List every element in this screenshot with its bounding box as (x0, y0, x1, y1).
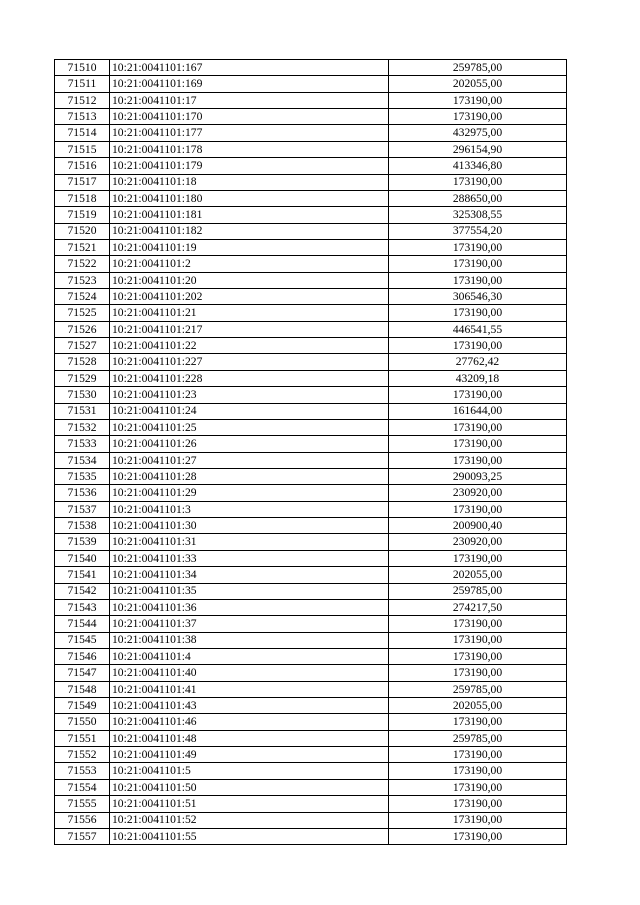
cadastral-value-cell: 173190,00 (389, 714, 567, 730)
table-row (55, 387, 567, 403)
cadastral-value-cell: 200900,40 (389, 518, 567, 534)
cadastral-number-cell: 10:21:0041101:181 (110, 207, 389, 223)
table-row (55, 747, 567, 763)
cadastral-value-cell: 161644,00 (389, 403, 567, 419)
cadastral-number-cell: 10:21:0041101:21 (110, 305, 389, 321)
row-number-cell: 71548 (55, 681, 110, 697)
cadastral-value-cell: 325308,55 (389, 207, 567, 223)
table-row (55, 239, 567, 255)
row-number-cell: 71546 (55, 648, 110, 664)
table-row (55, 207, 567, 223)
cadastral-value-cell: 230920,00 (389, 534, 567, 550)
cadastral-value-cell: 173190,00 (389, 109, 567, 125)
cadastral-number-cell: 10:21:0041101:19 (110, 239, 389, 255)
row-number-cell: 71538 (55, 518, 110, 534)
cadastral-value-cell: 413346,80 (389, 158, 567, 174)
row-number-cell: 71543 (55, 599, 110, 615)
cadastral-value-cell: 274217,50 (389, 599, 567, 615)
cadastral-value-cell: 173190,00 (389, 747, 567, 763)
cadastral-number-cell: 10:21:0041101:41 (110, 681, 389, 697)
cadastral-value-cell: 306546,30 (389, 289, 567, 305)
row-number-cell: 71535 (55, 468, 110, 484)
cadastral-number-cell: 10:21:0041101:48 (110, 730, 389, 746)
table-row (55, 534, 567, 550)
row-number-cell: 71515 (55, 141, 110, 157)
cadastral-value-cell: 173190,00 (389, 272, 567, 288)
row-number-cell: 71524 (55, 289, 110, 305)
table-row (55, 452, 567, 468)
cadastral-value-cell: 202055,00 (389, 698, 567, 714)
cadastral-value-cell: 259785,00 (389, 583, 567, 599)
table-row (55, 763, 567, 779)
table-row (55, 338, 567, 354)
cadastral-value-cell: 173190,00 (389, 779, 567, 795)
row-number-cell: 71523 (55, 272, 110, 288)
table-row (55, 305, 567, 321)
table-row (55, 190, 567, 206)
table-row (55, 174, 567, 190)
cadastral-number-cell: 10:21:0041101:170 (110, 109, 389, 125)
row-number-cell: 71521 (55, 239, 110, 255)
cadastral-number-cell: 10:21:0041101:28 (110, 468, 389, 484)
table-row (55, 616, 567, 632)
table-body (55, 60, 567, 845)
cadastral-number-cell: 10:21:0041101:18 (110, 174, 389, 190)
cadastral-value-cell: 173190,00 (389, 338, 567, 354)
cadastral-value-cell: 202055,00 (389, 567, 567, 583)
cadastral-value-cell: 296154,90 (389, 141, 567, 157)
table-row (55, 698, 567, 714)
cadastral-number-cell: 10:21:0041101:2 (110, 256, 389, 272)
row-number-cell: 71520 (55, 223, 110, 239)
table-row (55, 632, 567, 648)
table-row (55, 141, 567, 157)
table-row (55, 648, 567, 664)
row-number-cell: 71540 (55, 550, 110, 566)
cadastral-number-cell: 10:21:0041101:4 (110, 648, 389, 664)
row-number-cell: 71533 (55, 436, 110, 452)
table-row (55, 730, 567, 746)
cadastral-value-cell: 202055,00 (389, 76, 567, 92)
table-row (55, 419, 567, 435)
cadastral-value-cell: 173190,00 (389, 501, 567, 517)
row-number-cell: 71514 (55, 125, 110, 141)
cadastral-number-cell: 10:21:0041101:51 (110, 796, 389, 812)
cadastral-value-cell: 173190,00 (389, 812, 567, 828)
table-row (55, 681, 567, 697)
cadastral-value-cell: 173190,00 (389, 436, 567, 452)
row-number-cell: 71545 (55, 632, 110, 648)
cadastral-number-cell: 10:21:0041101:227 (110, 354, 389, 370)
cadastral-number-cell: 10:21:0041101:3 (110, 501, 389, 517)
row-number-cell: 71522 (55, 256, 110, 272)
cadastral-value-cell: 446541,55 (389, 321, 567, 337)
row-number-cell: 71525 (55, 305, 110, 321)
row-number-cell: 71516 (55, 158, 110, 174)
row-number-cell: 71512 (55, 92, 110, 108)
cadastral-number-cell: 10:21:0041101:34 (110, 567, 389, 583)
row-number-cell: 71534 (55, 452, 110, 468)
cadastral-value-cell: 27762,42 (389, 354, 567, 370)
row-number-cell: 71551 (55, 730, 110, 746)
row-number-cell: 71539 (55, 534, 110, 550)
cadastral-value-cell: 173190,00 (389, 239, 567, 255)
row-number-cell: 71511 (55, 76, 110, 92)
table-row (55, 125, 567, 141)
cadastral-number-cell: 10:21:0041101:31 (110, 534, 389, 550)
table-row (55, 550, 567, 566)
cadastral-value-cell: 173190,00 (389, 174, 567, 190)
cadastral-number-cell: 10:21:0041101:36 (110, 599, 389, 615)
table-row (55, 403, 567, 419)
cadastral-value-cell: 173190,00 (389, 387, 567, 403)
table-row (55, 76, 567, 92)
row-number-cell: 71554 (55, 779, 110, 795)
table-row (55, 812, 567, 828)
cadastral-number-cell: 10:21:0041101:49 (110, 747, 389, 763)
cadastral-value-cell: 173190,00 (389, 616, 567, 632)
cadastral-value-cell: 43209,18 (389, 370, 567, 386)
row-number-cell: 71526 (55, 321, 110, 337)
cadastral-value-cell: 230920,00 (389, 485, 567, 501)
table-row (55, 599, 567, 615)
cadastral-number-cell: 10:21:0041101:43 (110, 698, 389, 714)
cadastral-number-cell: 10:21:0041101:169 (110, 76, 389, 92)
cadastral-value-cell: 173190,00 (389, 550, 567, 566)
table-row (55, 109, 567, 125)
table-row (55, 272, 567, 288)
cadastral-number-cell: 10:21:0041101:38 (110, 632, 389, 648)
cadastral-number-cell: 10:21:0041101:178 (110, 141, 389, 157)
row-number-cell: 71529 (55, 370, 110, 386)
cadastral-value-cell: 173190,00 (389, 256, 567, 272)
row-number-cell: 71532 (55, 419, 110, 435)
table-row (55, 468, 567, 484)
cadastral-value-cell: 290093,25 (389, 468, 567, 484)
cadastral-value-cell: 173190,00 (389, 665, 567, 681)
cadastral-number-cell: 10:21:0041101:25 (110, 419, 389, 435)
cadastral-number-cell: 10:21:0041101:46 (110, 714, 389, 730)
table-row (55, 714, 567, 730)
table-row (55, 828, 567, 844)
cadastral-number-cell: 10:21:0041101:52 (110, 812, 389, 828)
cadastral-value-cell: 288650,00 (389, 190, 567, 206)
table-row (55, 436, 567, 452)
cadastral-number-cell: 10:21:0041101:22 (110, 338, 389, 354)
cadastral-number-cell: 10:21:0041101:23 (110, 387, 389, 403)
cadastral-number-cell: 10:21:0041101:17 (110, 92, 389, 108)
row-number-cell: 71544 (55, 616, 110, 632)
cadastral-number-cell: 10:21:0041101:228 (110, 370, 389, 386)
row-number-cell: 71537 (55, 501, 110, 517)
table-row (55, 567, 567, 583)
row-number-cell: 71528 (55, 354, 110, 370)
cadastral-number-cell: 10:21:0041101:50 (110, 779, 389, 795)
cadastral-number-cell: 10:21:0041101:33 (110, 550, 389, 566)
cadastral-number-cell: 10:21:0041101:182 (110, 223, 389, 239)
cadastral-number-cell: 10:21:0041101:55 (110, 828, 389, 844)
cadastral-number-cell: 10:21:0041101:30 (110, 518, 389, 534)
cadastral-number-cell: 10:21:0041101:20 (110, 272, 389, 288)
cadastral-number-cell: 10:21:0041101:177 (110, 125, 389, 141)
table-row (55, 665, 567, 681)
row-number-cell: 71527 (55, 338, 110, 354)
cadastral-value-cell: 259785,00 (389, 60, 567, 76)
table-row (55, 321, 567, 337)
cadastral-number-cell: 10:21:0041101:26 (110, 436, 389, 452)
cadastral-value-cell: 173190,00 (389, 796, 567, 812)
row-number-cell: 71530 (55, 387, 110, 403)
table-row (55, 354, 567, 370)
table-row (55, 289, 567, 305)
cadastral-value-cell: 173190,00 (389, 648, 567, 664)
row-number-cell: 71517 (55, 174, 110, 190)
row-number-cell: 71510 (55, 60, 110, 76)
cadastral-value-cell: 173190,00 (389, 763, 567, 779)
cadastral-number-cell: 10:21:0041101:24 (110, 403, 389, 419)
row-number-cell: 71547 (55, 665, 110, 681)
row-number-cell: 71556 (55, 812, 110, 828)
row-number-cell: 71531 (55, 403, 110, 419)
cadastral-number-cell: 10:21:0041101:179 (110, 158, 389, 174)
cadastral-value-cell: 259785,00 (389, 730, 567, 746)
table-row (55, 796, 567, 812)
cadastral-value-cell: 173190,00 (389, 419, 567, 435)
cadastral-value-cell: 259785,00 (389, 681, 567, 697)
table-row (55, 583, 567, 599)
row-number-cell: 71553 (55, 763, 110, 779)
cadastral-number-cell: 10:21:0041101:5 (110, 763, 389, 779)
row-number-cell: 71541 (55, 567, 110, 583)
cadastral-value-cell: 173190,00 (389, 92, 567, 108)
row-number-cell: 71542 (55, 583, 110, 599)
cadastral-number-cell: 10:21:0041101:37 (110, 616, 389, 632)
cadastral-value-cell: 173190,00 (389, 452, 567, 468)
table-row (55, 370, 567, 386)
row-number-cell: 71519 (55, 207, 110, 223)
table-row (55, 223, 567, 239)
cadastral-number-cell: 10:21:0041101:180 (110, 190, 389, 206)
table-row (55, 485, 567, 501)
row-number-cell: 71518 (55, 190, 110, 206)
row-number-cell: 71513 (55, 109, 110, 125)
cadastral-number-cell: 10:21:0041101:167 (110, 60, 389, 76)
table-row (55, 779, 567, 795)
cadastral-value-cell: 173190,00 (389, 828, 567, 844)
table-row (55, 518, 567, 534)
row-number-cell: 71555 (55, 796, 110, 812)
cadastral-number-cell: 10:21:0041101:202 (110, 289, 389, 305)
table-row (55, 158, 567, 174)
table-row (55, 256, 567, 272)
row-number-cell: 71536 (55, 485, 110, 501)
row-number-cell: 71550 (55, 714, 110, 730)
cadastral-value-cell: 173190,00 (389, 632, 567, 648)
cadastral-value-cell: 173190,00 (389, 305, 567, 321)
cadastral-number-cell: 10:21:0041101:35 (110, 583, 389, 599)
cadastral-value-table (54, 59, 567, 845)
table-row (55, 92, 567, 108)
cadastral-value-cell: 432975,00 (389, 125, 567, 141)
cadastral-number-cell: 10:21:0041101:29 (110, 485, 389, 501)
cadastral-number-cell: 10:21:0041101:40 (110, 665, 389, 681)
table-row (55, 60, 567, 76)
row-number-cell: 71552 (55, 747, 110, 763)
cadastral-number-cell: 10:21:0041101:27 (110, 452, 389, 468)
table-row (55, 501, 567, 517)
row-number-cell: 71549 (55, 698, 110, 714)
cadastral-value-cell: 377554,20 (389, 223, 567, 239)
row-number-cell: 71557 (55, 828, 110, 844)
cadastral-number-cell: 10:21:0041101:217 (110, 321, 389, 337)
